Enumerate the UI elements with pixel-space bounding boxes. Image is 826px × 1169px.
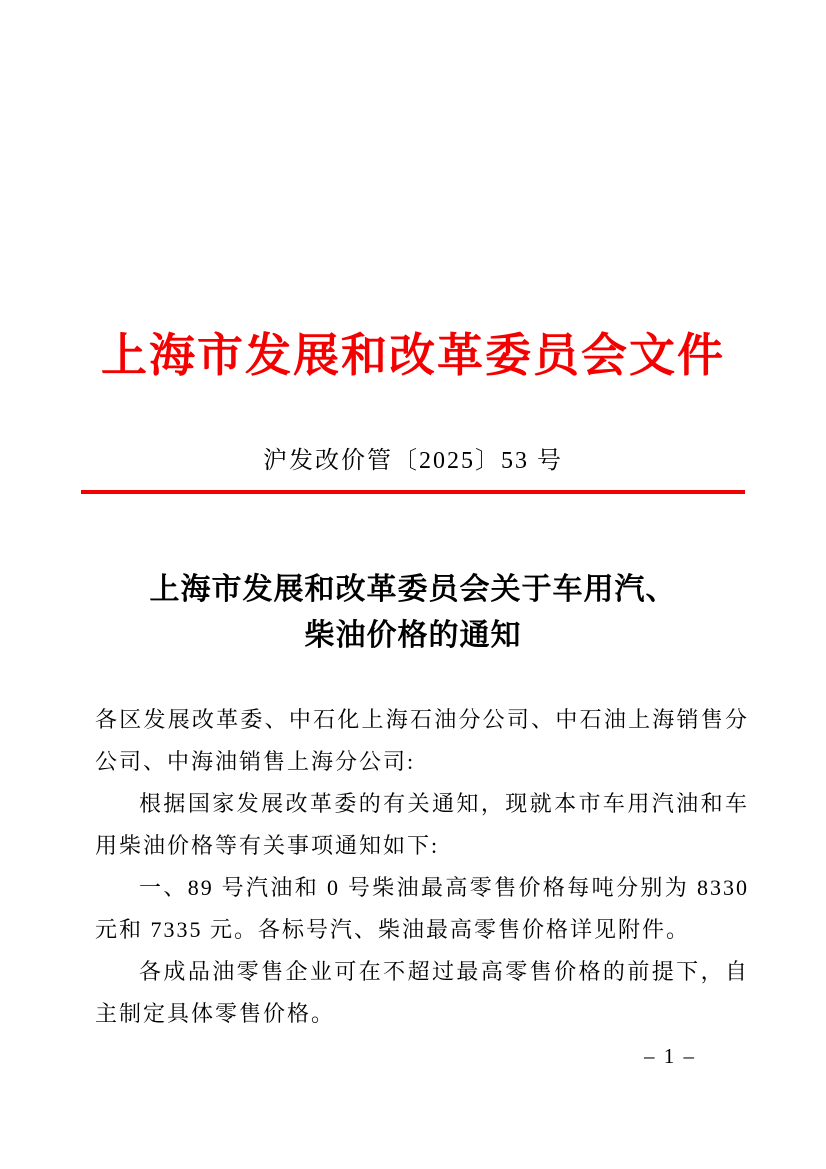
notice-paragraph-intro: 根据国家发展改革委的有关通知，现就本市车用汽油和车用柴油价格等有关事项通知如下: (95, 791, 749, 858)
page-number: – 1 – (644, 1044, 696, 1068)
notice-title (0, 567, 826, 659)
notice-title-line-1: 上海市发展和改革委员会关于车用汽、 (149, 573, 677, 606)
letterhead-title: 上海市发展和改革委员会文件 (101, 330, 725, 381)
document-number: 沪发改价管〔2025〕53 号 (263, 448, 563, 474)
notice-paragraph-item-1: 一、89 号汽油和 0 号柴油最高零售价格每吨分别为 8330 元和 7335 元。各标号汽、柴油最高零售价格详见附件。 (95, 875, 749, 942)
notice-paragraph-item-2: 各成品油零售企业可在不超过最高零售价格的前提下，自主制定具体零售价格。 (95, 959, 749, 1026)
notice-title-line-2: 柴油价格的通知 (304, 619, 522, 652)
notice-paragraph-recipients: 各区发展改革委、中石化上海石油分公司、中石油上海销售分公司、中海油销售上海分公司: (95, 707, 749, 774)
notice-body (95, 699, 749, 1035)
red-separator-line (81, 490, 745, 494)
